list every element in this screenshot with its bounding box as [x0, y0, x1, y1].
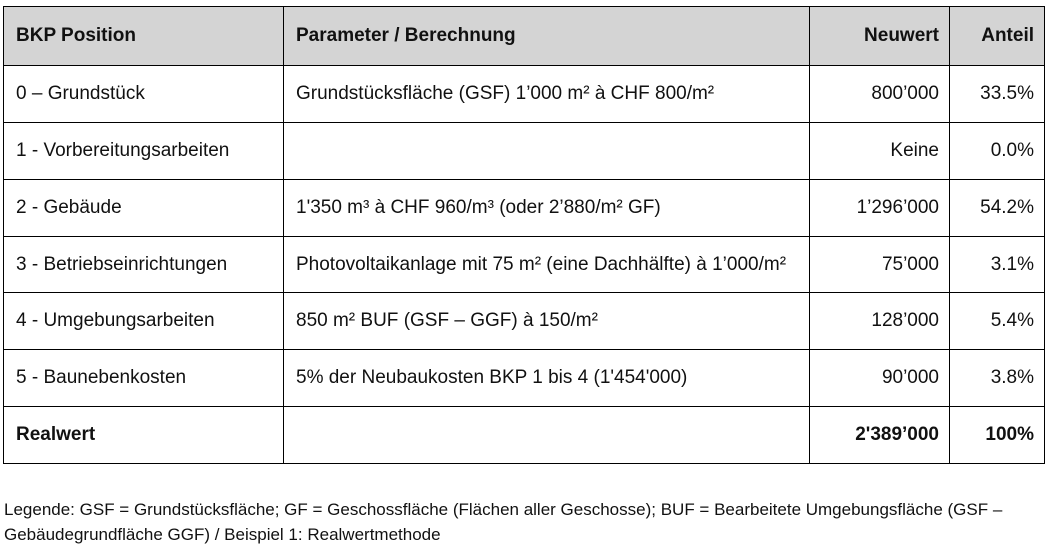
header-anteil: Anteil	[950, 7, 1045, 66]
cell-position: 5 - Baunebenkosten	[4, 350, 284, 407]
table-row	[4, 350, 1045, 407]
header-parameter: Parameter / Berechnung	[284, 7, 810, 66]
cell-neuwert: Keine	[810, 123, 950, 180]
realwert-table	[3, 6, 1045, 464]
total-neuwert: 2'389’000	[810, 407, 950, 464]
cell-anteil: 0.0%	[950, 123, 1045, 180]
cell-anteil: 5.4%	[950, 293, 1045, 350]
cell-neuwert: 75’000	[810, 237, 950, 293]
cell-anteil: 3.1%	[950, 237, 1045, 293]
table-total-row	[4, 407, 1045, 464]
cell-parameter: 1'350 m³ à CHF 960/m³ (oder 2’880/m² GF)	[284, 180, 810, 237]
cell-position: 1 - Vorbereitungsarbeiten	[4, 123, 284, 180]
cell-parameter: 5% der Neubaukosten BKP 1 bis 4 (1'454'000)	[284, 350, 810, 407]
table-row	[4, 180, 1045, 237]
header-bkp-position: BKP Position	[4, 7, 284, 66]
cell-neuwert: 90’000	[810, 350, 950, 407]
table-row	[4, 237, 1045, 293]
cell-neuwert: 128’000	[810, 293, 950, 350]
cell-parameter: Grundstücksfläche (GSF) 1’000 m² à CHF 800/m²	[284, 66, 810, 123]
cell-parameter: Photovoltaikanlage mit 75 m² (eine Dachhälfte) à 1’000/m²	[284, 237, 810, 293]
cell-position: 0 – Grundstück	[4, 66, 284, 123]
table-caption: Legende: GSF = Grundstücksfläche; GF = Geschossfläche (Flächen aller Geschosse); BUF = Bearbeitete Umgebungsfläche (GSF – Gebäudegrundfläche GGF) / Beispiel 1: Realwertmethode	[4, 500, 1003, 544]
total-label: Realwert	[4, 407, 284, 464]
total-parameter	[284, 407, 810, 464]
cell-position: 4 - Umgebungsarbeiten	[4, 293, 284, 350]
cell-position: 3 - Betriebseinrichtungen	[4, 237, 284, 293]
cell-parameter: 850 m² BUF (GSF – GGF) à 150/m²	[284, 293, 810, 350]
table-row	[4, 293, 1045, 350]
cell-neuwert: 1’296’000	[810, 180, 950, 237]
table-header-row	[4, 7, 1045, 66]
table-row	[4, 123, 1045, 180]
header-neuwert: Neuwert	[810, 7, 950, 66]
cell-neuwert: 800’000	[810, 66, 950, 123]
cell-parameter	[284, 123, 810, 180]
table-row	[4, 66, 1045, 123]
cell-position: 2 - Gebäude	[4, 180, 284, 237]
cell-anteil: 33.5%	[950, 66, 1045, 123]
cell-anteil: 54.2%	[950, 180, 1045, 237]
total-anteil: 100%	[950, 407, 1045, 464]
cell-anteil: 3.8%	[950, 350, 1045, 407]
